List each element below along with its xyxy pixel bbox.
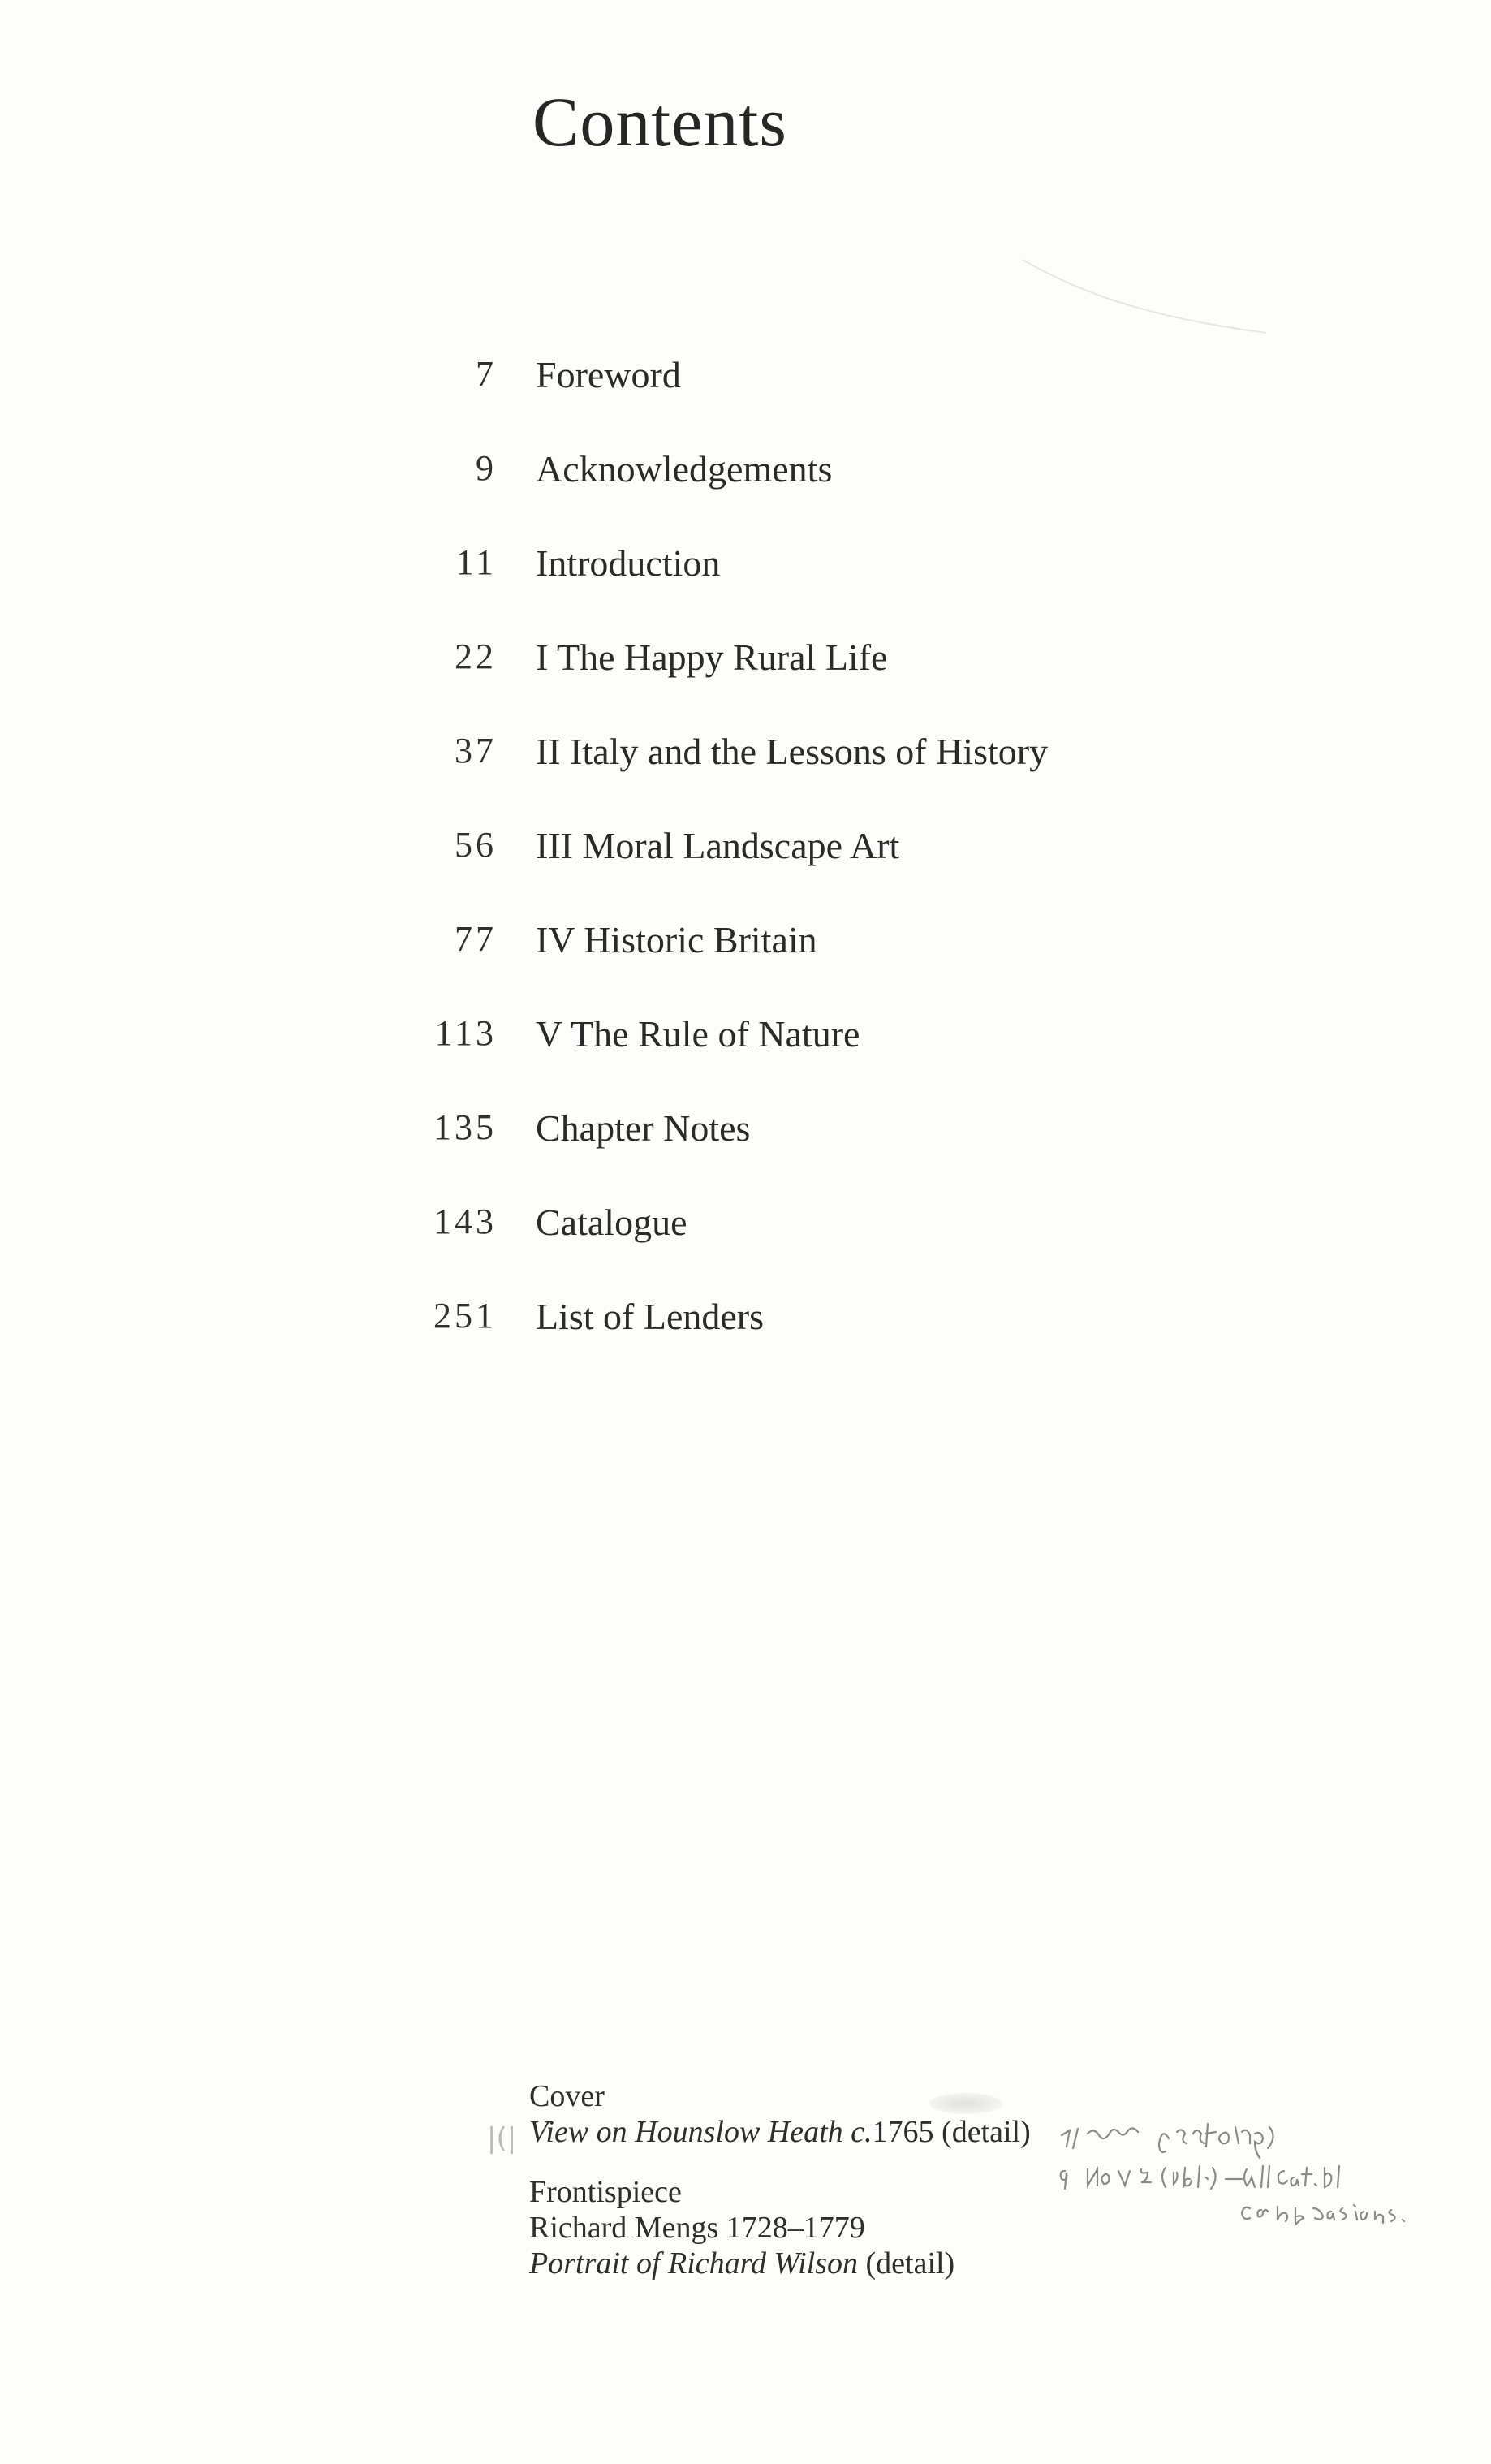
toc-entry — [0, 636, 1491, 730]
toc-entry — [0, 447, 1491, 542]
toc-page-number: 251 — [433, 1296, 497, 1336]
toc-page-number: 9 — [476, 448, 497, 488]
toc-page-number: 113 — [434, 1013, 497, 1053]
handwritten-annotation-scribble — [1055, 2117, 1477, 2239]
toc-entry — [0, 824, 1491, 918]
cover-title: View on Hounslow Heath — [529, 2115, 843, 2149]
toc-page-number: 77 — [455, 919, 497, 959]
frontispiece-title: Portrait of Richard Wilson — [529, 2246, 858, 2281]
toc-entry-title: IV Historic Britain — [536, 919, 817, 960]
toc-entry-title: III Moral Landscape Art — [536, 825, 900, 866]
toc-page-number: 37 — [455, 731, 497, 770]
toc-entry-title: Foreword — [536, 354, 681, 395]
cover-year: 1765 — [872, 2115, 934, 2149]
toc-page-number: 22 — [455, 636, 497, 676]
toc-entry — [0, 1012, 1491, 1107]
toc-page-number: 56 — [455, 825, 497, 865]
cover-caption — [529, 2114, 1031, 2150]
toc-entry — [0, 730, 1491, 824]
toc-entry — [0, 918, 1491, 1012]
toc-entry-title: Introduction — [536, 542, 721, 584]
image-credits — [529, 2078, 1031, 2281]
toc-entry — [0, 1295, 1491, 1389]
toc-entry-title: Chapter Notes — [536, 1107, 751, 1149]
cover-detail: (detail) — [942, 2115, 1031, 2149]
cover-date-prefix: c. — [851, 2115, 873, 2149]
toc-entry — [0, 353, 1491, 447]
frontispiece-artist: Richard Mengs 1728–1779 — [529, 2211, 865, 2245]
table-of-contents — [0, 353, 1491, 1389]
margin-mark: |(| — [487, 2122, 517, 2155]
toc-entry-title: V The Rule of Nature — [536, 1013, 860, 1055]
page-title: Contents — [532, 83, 787, 161]
toc-entry — [0, 1107, 1491, 1201]
handwritten-annotation — [1055, 2117, 1477, 2239]
toc-entry-title: Acknowledgements — [536, 448, 833, 490]
toc-entry-title: II Italy and the Lessons of History — [536, 731, 1049, 772]
toc-page-number: 7 — [476, 354, 497, 394]
frontispiece-detail: (detail) — [865, 2246, 955, 2281]
toc-page-number: 143 — [433, 1202, 497, 1241]
toc-entry-title: Catalogue — [536, 1202, 687, 1243]
frontispiece-caption — [529, 2246, 1031, 2281]
toc-entry — [0, 542, 1491, 636]
toc-entry-title: I The Happy Rural Life — [536, 636, 888, 678]
toc-page-number: 11 — [455, 542, 497, 582]
paper-crease — [1015, 244, 1274, 341]
toc-page-number: 135 — [433, 1107, 497, 1147]
cover-label: Cover — [529, 2079, 605, 2113]
toc-entry-title: List of Lenders — [536, 1296, 765, 1337]
toc-entry — [0, 1201, 1491, 1295]
frontispiece-label: Frontispiece — [529, 2175, 682, 2209]
